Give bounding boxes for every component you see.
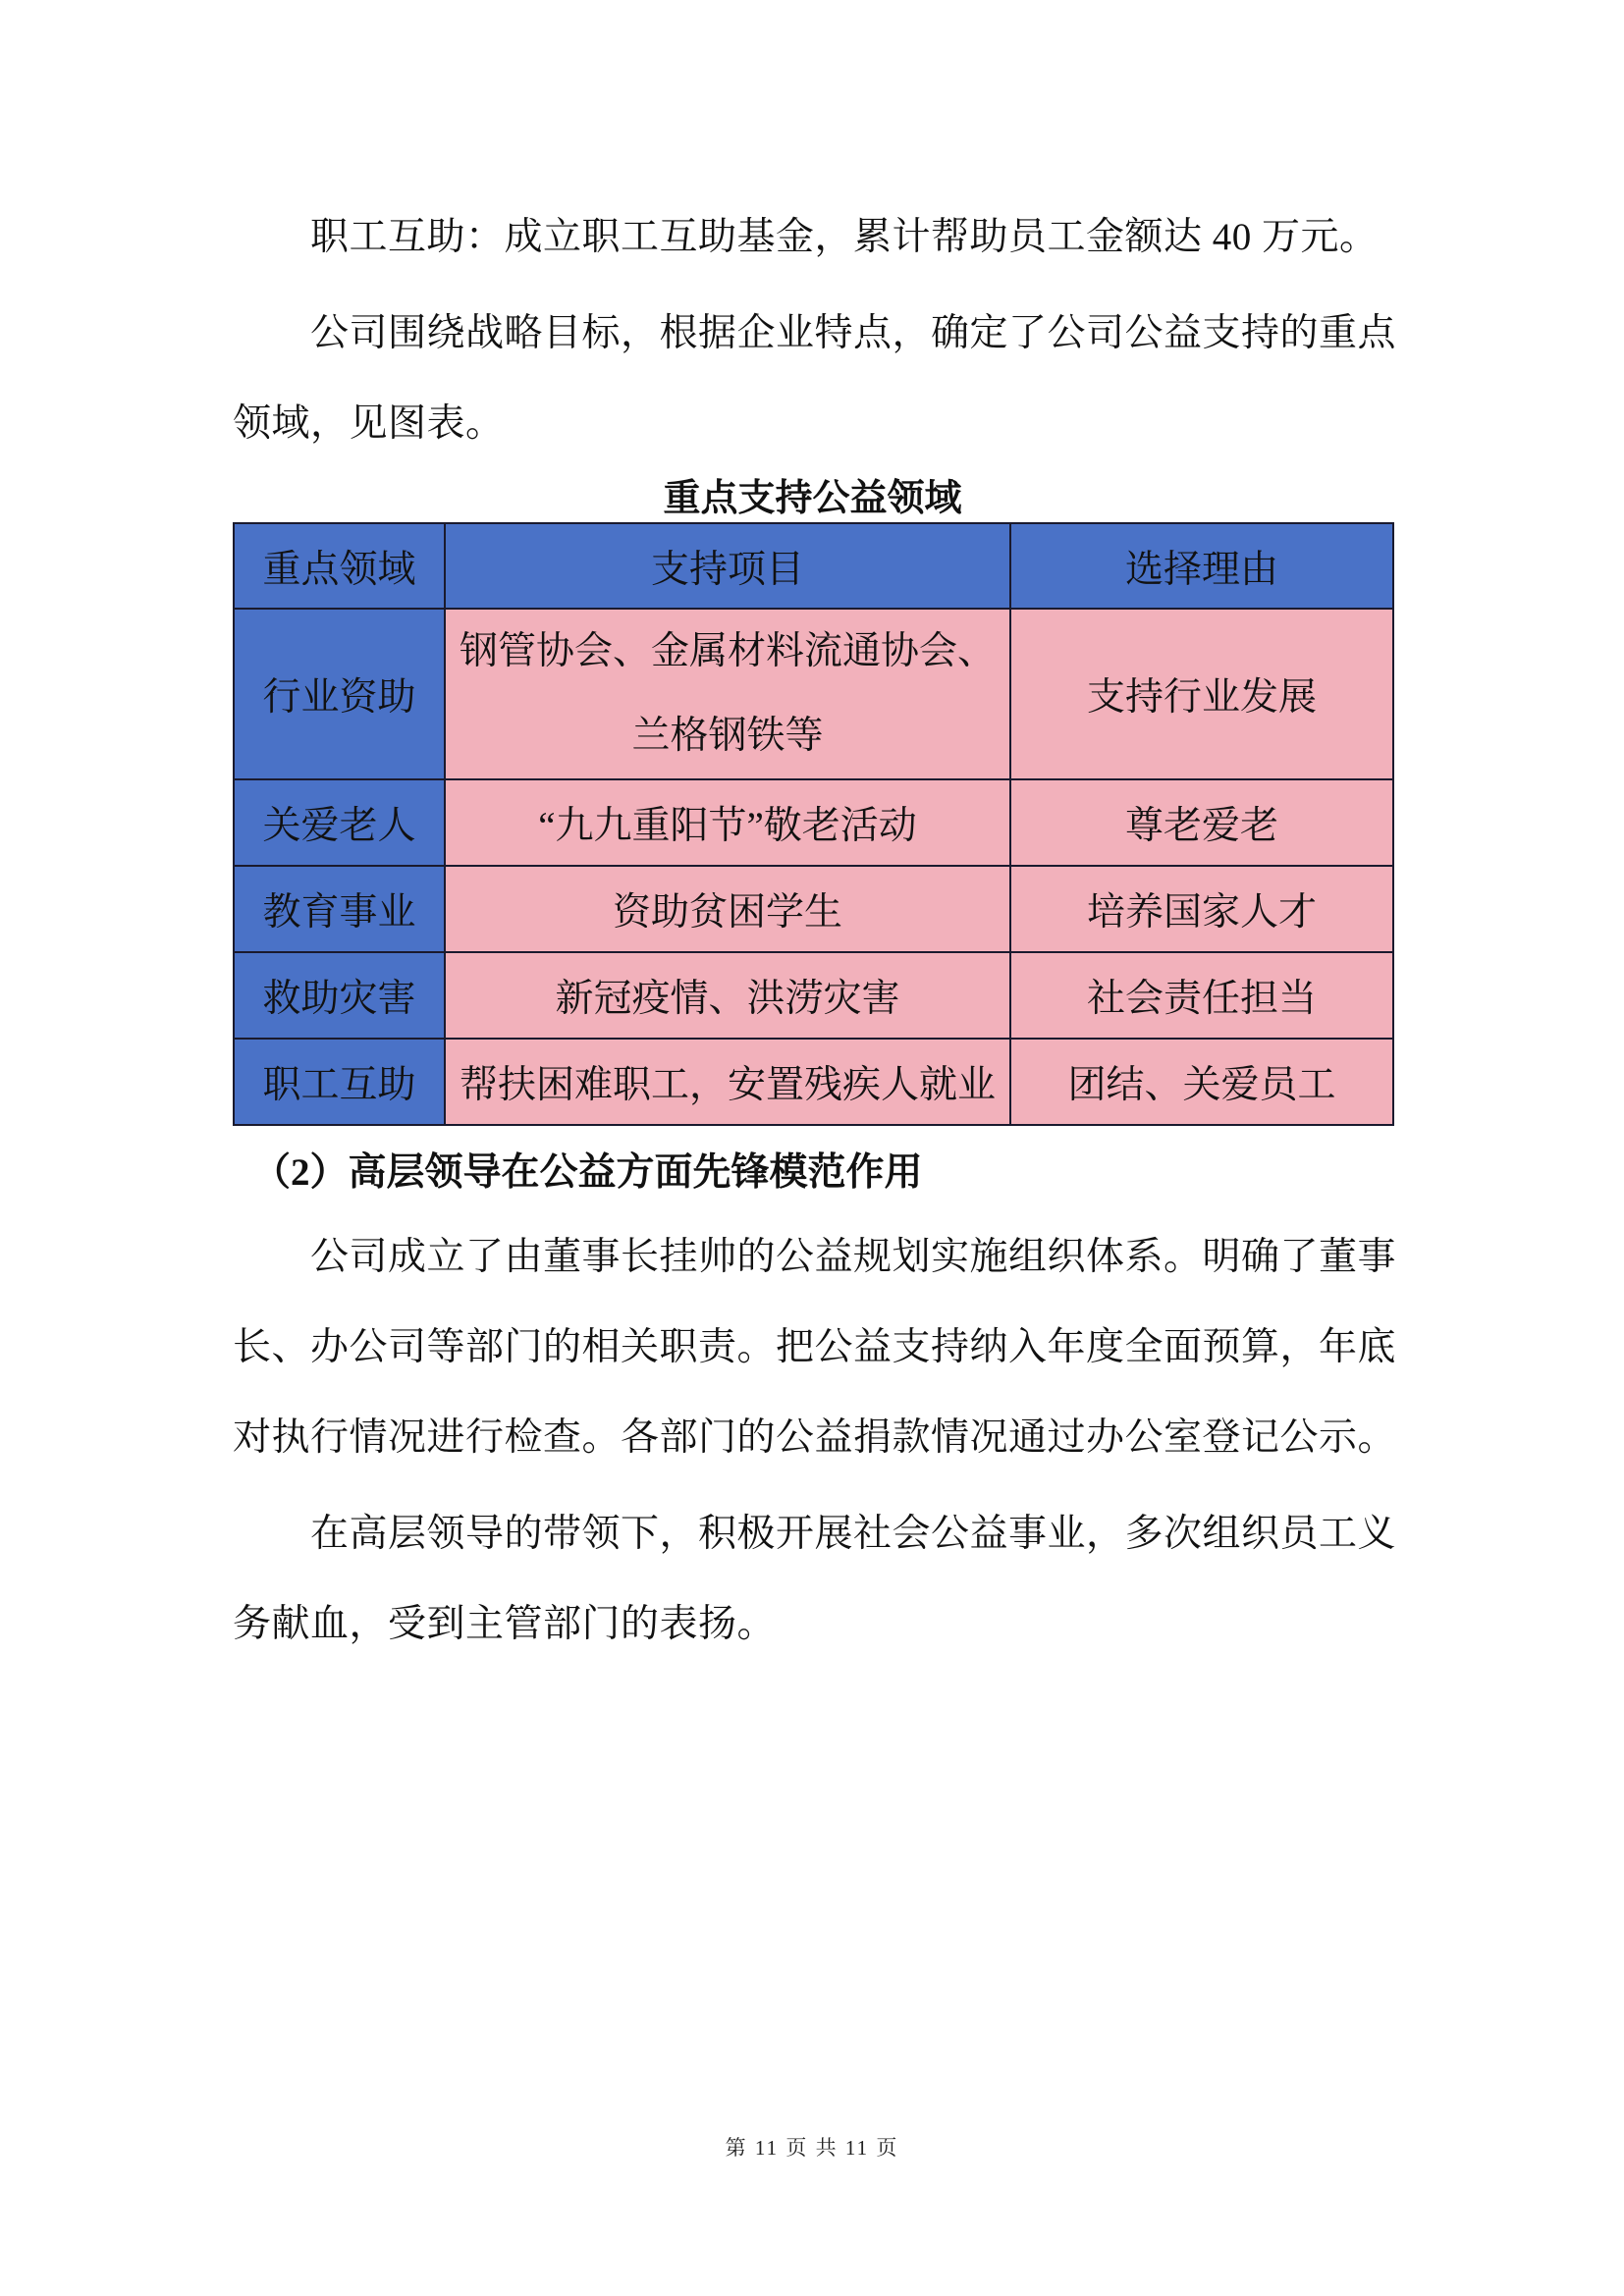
table-cell-project xyxy=(445,609,1010,779)
table-cell-area: 教育事业 xyxy=(234,866,445,952)
body-text-line: 职工互助：成立职工互助基金，累计帮助员工金额达 40 万元。 xyxy=(310,216,1379,258)
body-text-line: 领域，见图表。 xyxy=(233,402,505,445)
table-row xyxy=(234,866,1393,952)
table-cell-line: 钢管协会、金属材料流通协会、 xyxy=(459,630,996,672)
table-row xyxy=(234,609,1393,779)
table-cell-area: 关爱老人 xyxy=(234,779,445,866)
paragraph-strategy-intro xyxy=(233,289,1397,469)
table-cell-reason: 培养国家人才 xyxy=(1010,866,1393,952)
table-cell-reason: 支持行业发展 xyxy=(1010,609,1393,779)
paragraph-organization-system xyxy=(233,1212,1397,1483)
welfare-support-table xyxy=(233,522,1394,1126)
table-cell-project: 新冠疫情、洪涝灾害 xyxy=(445,952,1010,1039)
table-row xyxy=(234,952,1393,1039)
table-header-cell-area: 重点领域 xyxy=(234,523,445,609)
table-header-cell-reason: 选择理由 xyxy=(1010,523,1393,609)
body-text-line: 公司成立了由董事长挂帅的公益规划实施组织体系。明确了董事 xyxy=(310,1236,1397,1278)
table-cell-area: 救助灾害 xyxy=(234,952,445,1039)
table-cell-project: 帮扶困难职工，安置残疾人就业 xyxy=(445,1039,1010,1125)
body-text-line: 公司围绕战略目标，根据企业特点，确定了公司公益支持的重点 xyxy=(310,312,1397,354)
paragraph-employee-mutual-aid xyxy=(233,192,1392,283)
table-header-cell-project: 支持项目 xyxy=(445,523,1010,609)
table-cell-project: 资助贫困学生 xyxy=(445,866,1010,952)
document-body xyxy=(233,192,1397,1676)
table-title: 重点支持公益领域 xyxy=(663,478,962,519)
body-text-line: 务献血，受到主管部门的表扬。 xyxy=(233,1603,777,1645)
body-text-line: 对执行情况进行检查。各部门的公益捐款情况通过办公室登记公示。 xyxy=(233,1416,1397,1459)
table-row xyxy=(234,779,1393,866)
table-cell-reason: 团结、关爱员工 xyxy=(1010,1039,1393,1125)
table-row xyxy=(234,1039,1393,1125)
table-cell-project: “九九重阳节”敬老活动 xyxy=(445,779,1010,866)
table-header-row xyxy=(234,523,1393,609)
page-number-footer: 第 11 页 共 11 页 xyxy=(725,2136,899,2160)
body-text-line: 长、办公司等部门的相关职责。把公益支持纳入年度全面预算，年底 xyxy=(233,1326,1397,1368)
table-cell-line: 兰格钢铁等 xyxy=(631,715,824,757)
table-cell-area: 职工互助 xyxy=(234,1039,445,1125)
body-text-line: 在高层领导的带领下，积极开展社会公益事业，多次组织员工义 xyxy=(310,1513,1397,1555)
table-cell-area: 行业资助 xyxy=(234,609,445,779)
section-heading: （2）高层领导在公益方面先锋模范作用 xyxy=(252,1151,923,1194)
table-cell-reason: 社会责任担当 xyxy=(1010,952,1393,1039)
paragraph-leadership-activities xyxy=(233,1489,1397,1670)
table-cell-reason: 尊老爱老 xyxy=(1010,779,1393,866)
